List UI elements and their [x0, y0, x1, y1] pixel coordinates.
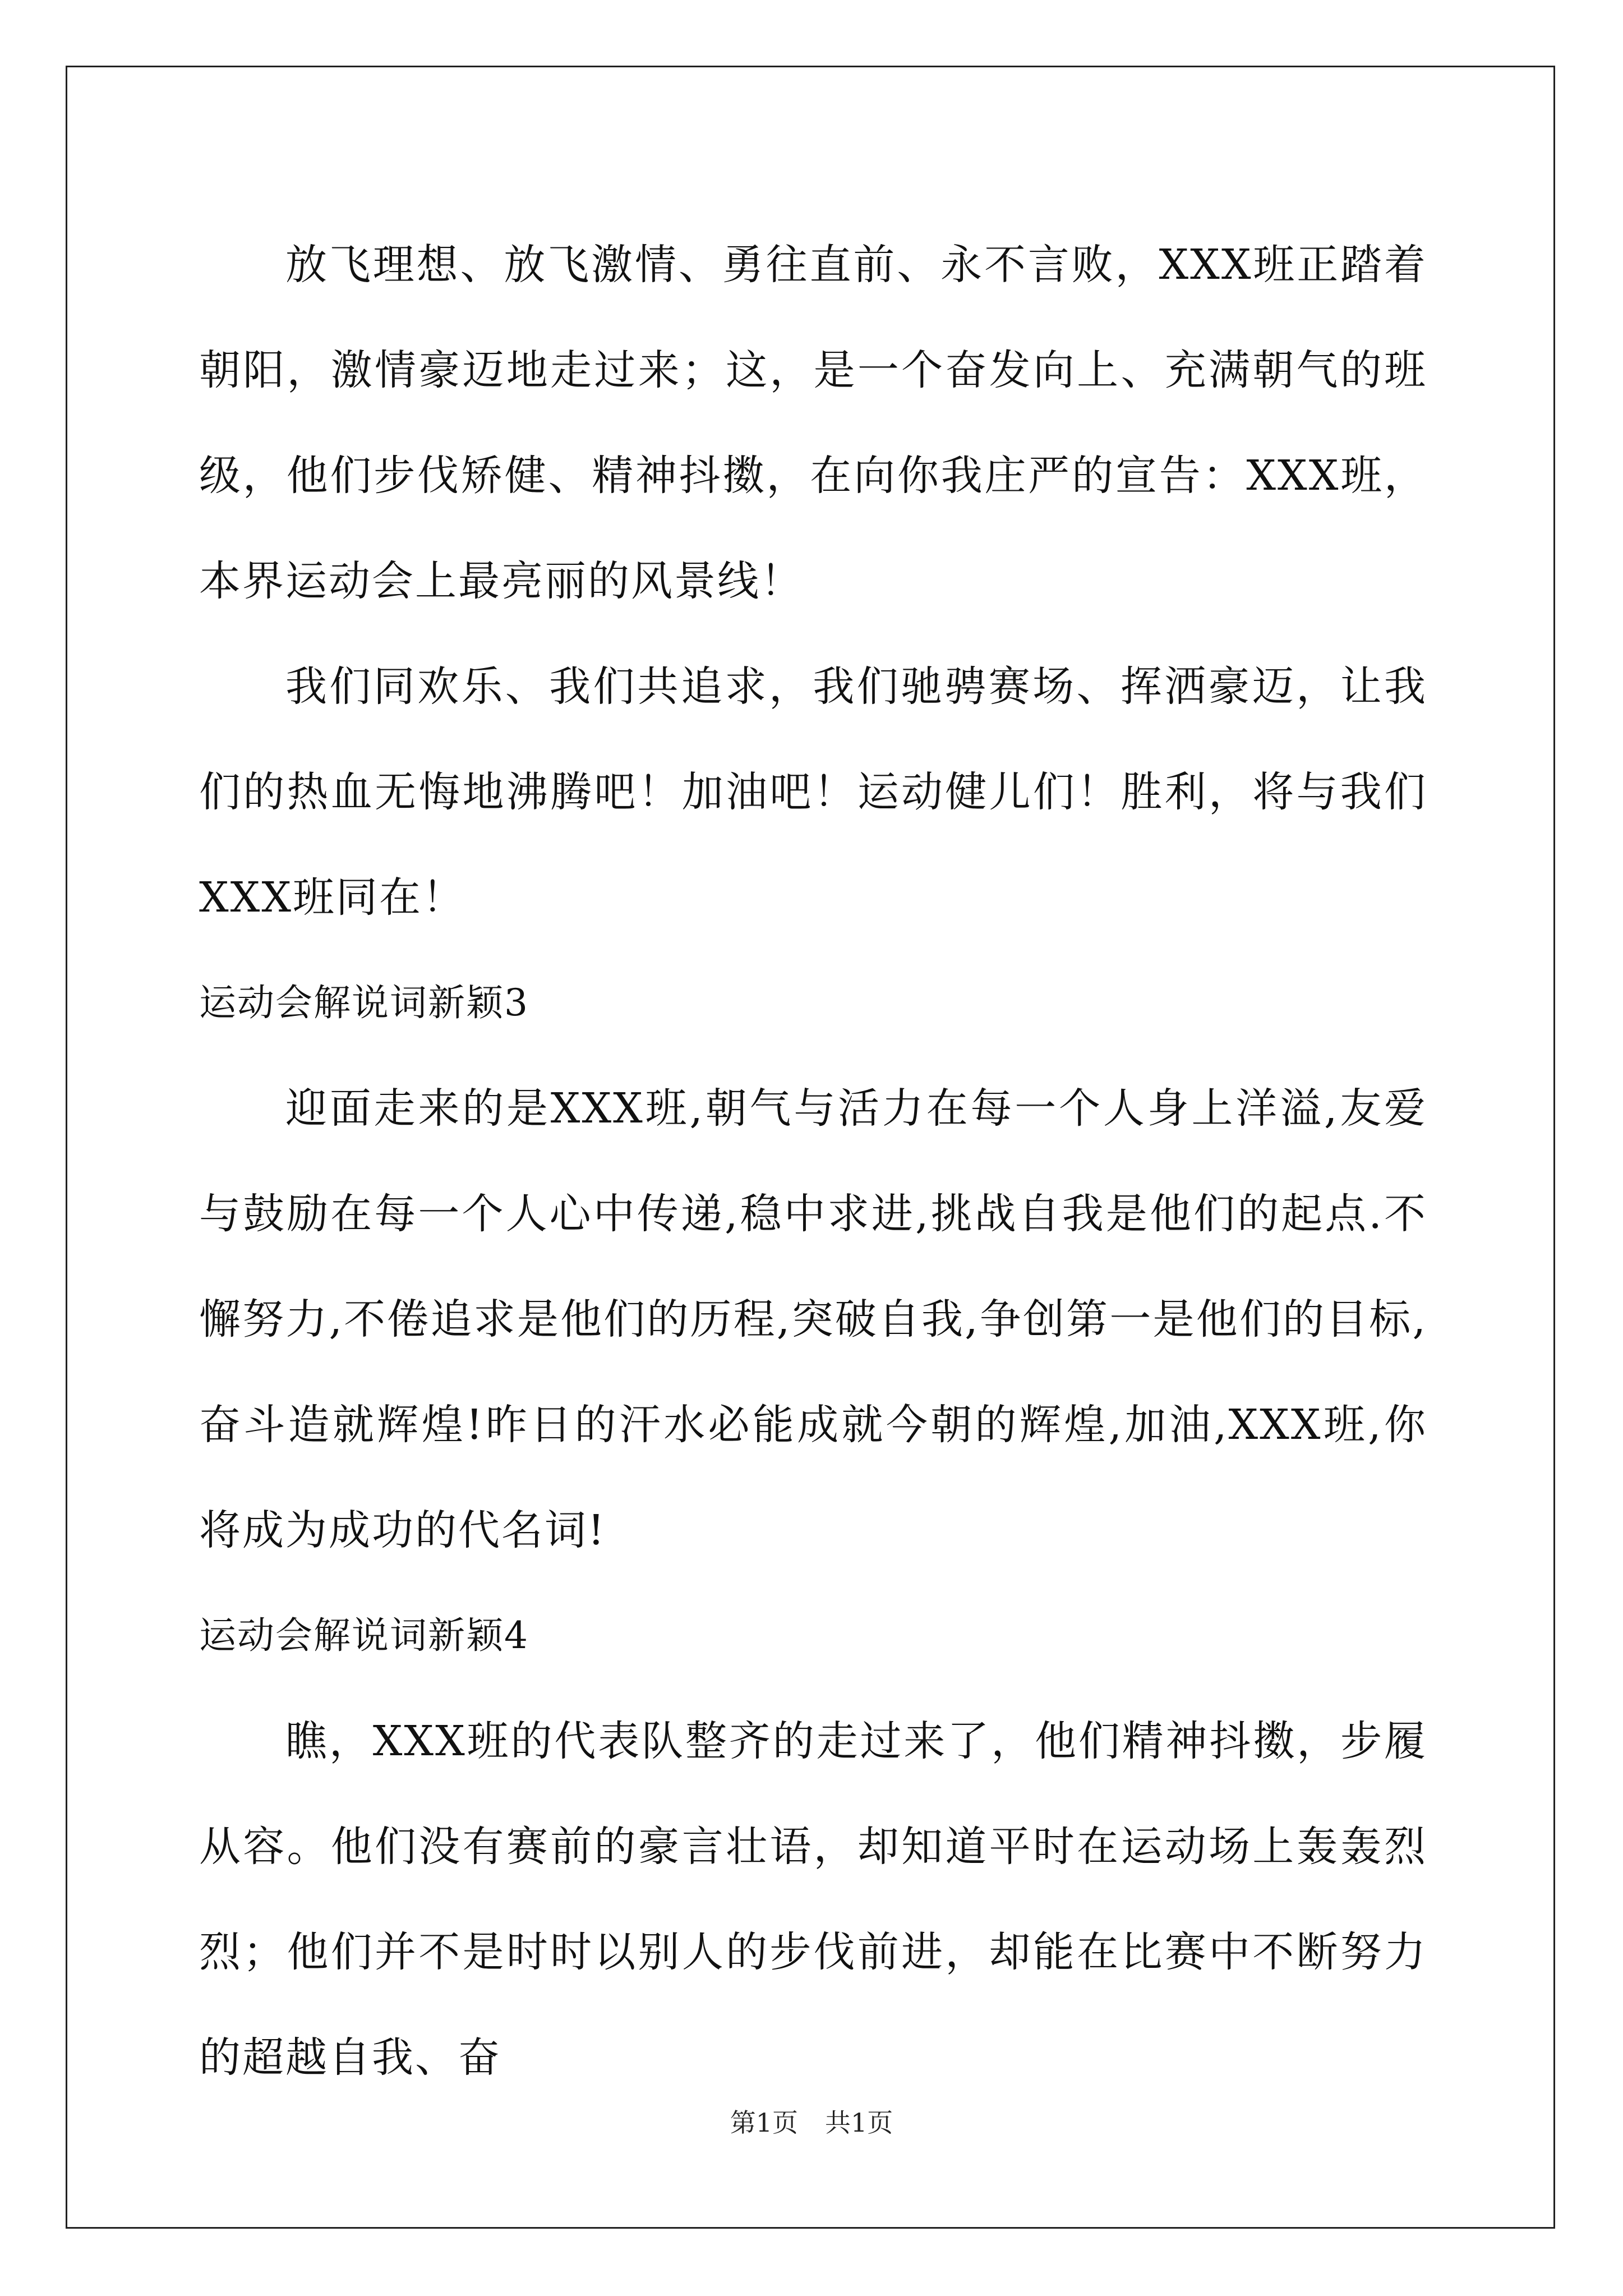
- page-footer: [0, 2102, 1623, 2139]
- total-pages-label: 共1页: [825, 2108, 893, 2138]
- paragraph-3: 迎面走来的是XXX班,朝气与活力在每一个人身上洋溢,友爱与鼓励在每一个人心中传递,稳中求进,挑战自我是他们的起点.不懈努力,不倦追求是他们的历程,突破自我,争创第一是他们的目标,奋斗造就辉煌!昨日的汗水必能成就今朝的辉煌,加油,XXX班,你将成为成功的代名词!: [199, 1084, 1427, 1554]
- paragraph-4: 瞧，XXX班的代表队整齐的走过来了，他们精神抖擞，步履从容。他们没有赛前的豪言壮语，却知道平时在运动场上轰轰烈烈；他们并不是时时以别人的步伐前进，却能在比赛中不断努力的超越自我、奋: [199, 1717, 1427, 2082]
- paragraph-1: 放飞理想、放飞激情、勇往直前、永不言败，XXX班正踏着朝阳，激情豪迈地走过来；这，是一个奋发向上、充满朝气的班级，他们步伐矫健、精神抖擞，在向你我庄严的宣告：XXX班，本界运动会上最亮丽的风景线！: [199, 241, 1427, 605]
- current-page-label: 第1页: [730, 2108, 798, 2138]
- section-heading-3: 运动会解说词新颖3: [199, 981, 529, 1024]
- paragraph-2: 我们同欢乐、我们共追求，我们驰骋赛场、挥洒豪迈，让我们的热血无悔地沸腾吧！加油吧！运动健儿们！胜利，将与我们XXX班同在！: [199, 662, 1427, 922]
- section-heading-4: 运动会解说词新颖4: [199, 1614, 529, 1657]
- document-body: [199, 212, 1427, 2110]
